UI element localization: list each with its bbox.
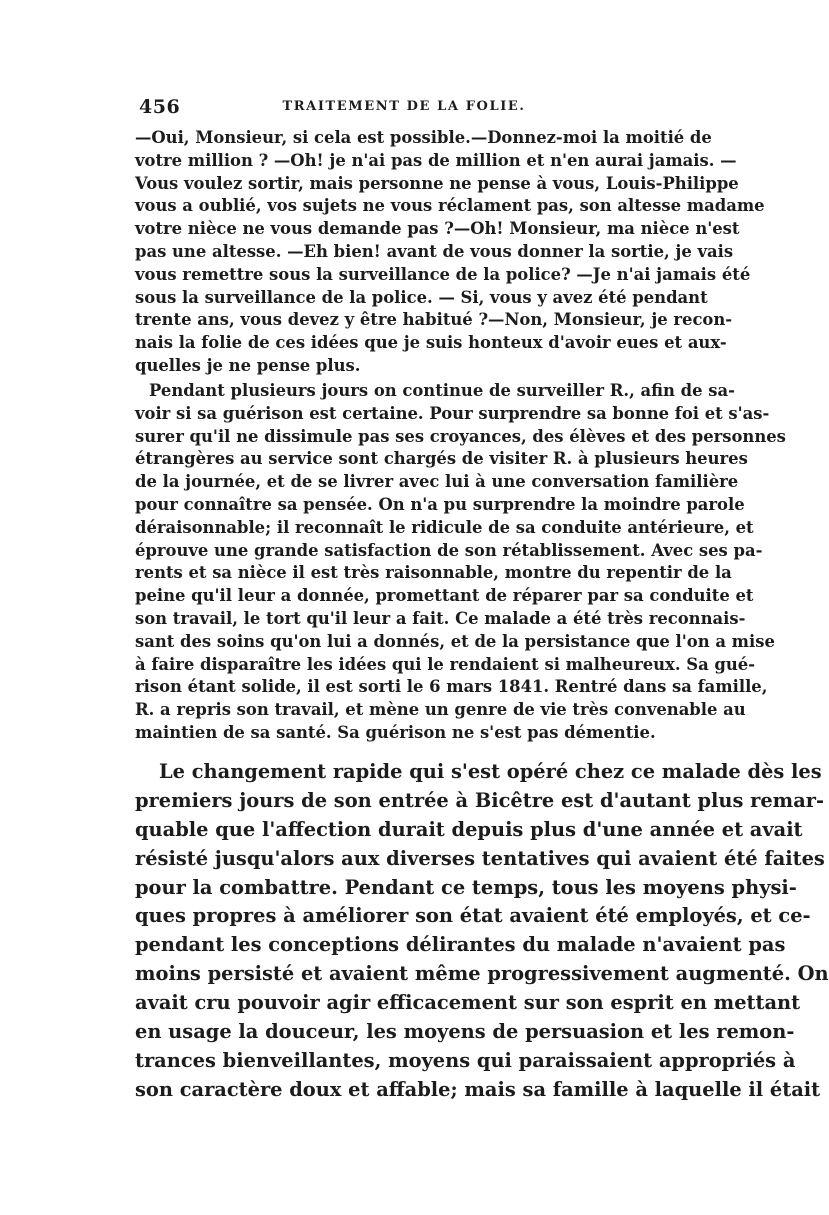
text-line: son caractère doux et affable; mais sa famille à laquelle il était [135, 1077, 821, 1101]
page-number: 456 [139, 96, 181, 118]
text-line: Vous voulez sortir, mais personne ne pense à vous, Louis-Philippe [135, 173, 739, 193]
text-line: ques propres à améliorer son état avaient été employés, et ce- [135, 904, 811, 928]
text-line: pas une altesse. —Eh bien! avant de vous donner la sortie, je vais [135, 241, 734, 261]
text-line: voir si sa guérison est certaine. Pour surprendre sa bonne foi et s'as- [135, 403, 770, 423]
running-title: TRAITEMENT DE LA FOLIE. [282, 99, 526, 114]
text-line: vous a oublié, vos sujets ne vous réclament pas, son altesse madame [135, 196, 765, 216]
text-line: rents et sa nièce il est très raisonnable, montre du repentir de la [135, 563, 732, 583]
text-line: pour connaître sa pensée. On n'a pu surprendre la moindre parole [135, 494, 745, 514]
text-line: Le changement rapide qui s'est opéré chez ce malade dès les [159, 760, 822, 783]
text-line: rison étant solide, il est sorti le 6 mars 1841. Rentré dans sa famille, [135, 677, 768, 697]
text-line: avait cru pouvoir agir efficacement sur son esprit en mettant [135, 991, 801, 1015]
text-line: étrangères au service sont chargés de visiter R. à plusieurs heures [135, 449, 748, 469]
text-line: peine qu'il leur a donnée, promettant de réparer par sa conduite et [135, 586, 754, 606]
text-line: surer qu'il ne dissimule pas ses croyances, des élèves et des personnes [135, 426, 786, 446]
page-header [135, 96, 673, 120]
text-line: sant des soins qu'on lui a donnés, et de la persistance que l'on a mise [135, 631, 775, 651]
text-line: éprouve une grande satisfaction de son rétablissement. Avec ses pa- [135, 540, 763, 560]
text-line: trances bienveillantes, moyens qui paraissaient appropriés à [135, 1048, 796, 1072]
text-line: R. a repris son travail, et mène un genre de vie très convenable au [135, 700, 746, 720]
text-line: résisté jusqu'alors aux diverses tentatives qui avaient été faites [135, 846, 825, 870]
text-line: de la journée, et de se livrer avec lui à une conversation familière [135, 472, 739, 492]
text-line: à faire disparaître les idées qui le rendaient si malheureux. Sa gué- [135, 654, 756, 674]
text-line: —Oui, Monsieur, si cela est possible.—Donnez-moi la moitié de [135, 128, 712, 147]
text-line: premiers jours de son entrée à Bicêtre est d'autant plus remar- [135, 788, 825, 812]
text-line: pendant les conceptions délirantes du malade n'avaient pas [135, 933, 786, 957]
paragraph-surveillance [135, 380, 786, 745]
text-line: quable que l'affection durait depuis plus d'une année et avait [135, 817, 803, 841]
text-line: déraisonnable; il reconnaît le ridicule de sa conduite antérieure, et [135, 517, 754, 537]
text-line: votre million ? —Oh! je n'ai pas de million et n'en aurai jamais. — [135, 150, 737, 170]
text-line: trente ans, vous devez y être habitué ?—Non, Monsieur, je recon- [135, 310, 733, 330]
text-line: moins persisté et avaient même progressivement augmenté. On [135, 962, 829, 986]
text-line: votre nièce ne vous demande pas ?—Oh! Monsieur, ma nièce n'est [135, 219, 740, 239]
text-line: quelles je ne pense plus. [135, 355, 361, 375]
paragraph-dialogue [135, 127, 765, 378]
text-line: vous remettre sous la surveillance de la police? —Je n'ai jamais été [135, 264, 751, 284]
text-line: son travail, le tort qu'il leur a fait. Ce malade a été très reconnais- [135, 608, 746, 628]
text-line: sous la surveillance de la police. — Si, vous y avez été pendant [135, 287, 708, 307]
text-line: nais la folie de ces idées que je suis honteux d'avoir eues et aux- [135, 333, 727, 353]
text-line: pour la combattre. Pendant ce temps, tous les moyens physi- [135, 875, 797, 899]
text-line: en usage la douceur, les moyens de persuasion et les remon- [135, 1020, 795, 1044]
text-line: maintien de sa santé. Sa guérison ne s'est pas démentie. [135, 722, 656, 742]
text-line: Pendant plusieurs jours on continue de surveiller R., afin de sa- [149, 381, 735, 400]
paragraph-commentary [135, 758, 829, 1105]
